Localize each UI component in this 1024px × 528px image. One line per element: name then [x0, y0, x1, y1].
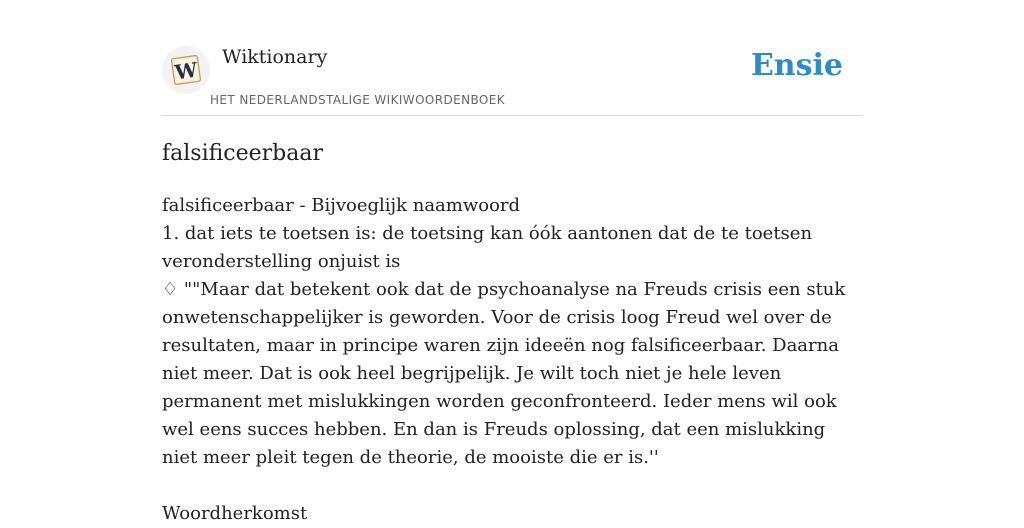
- section-heading-woordherkomst: Woordherkomst: [162, 503, 308, 524]
- dictionary-entry: [162, 192, 862, 528]
- spacer: [162, 472, 862, 500]
- logo-letter: W: [173, 57, 199, 85]
- entry-example: ♢ ""Maar dat betekent ook dat de psychoanalyse na Freuds crisis een stuk onwetenschappelijker is geworden. Voor de crisis loog Freud wel over de resultaten, maar in principe waren zijn ideeën nog falsificeerbaar. Daarna niet meer. Dat is ook heel begrijpelijk. Je wilt toch niet je hele leven permanent met mislukkingen worden geconfronteerd. Ieder mens wil ook wel eens succes hebben. En dan is Freuds oplossing, dat een mislukking niet meer pleit tegen de theorie, de mooiste die er is.'': [162, 279, 846, 468]
- site-header: [162, 0, 862, 116]
- site-name[interactable]: Wiktionary: [222, 46, 328, 68]
- entry-definition: 1. dat iets te toetsen is: de toetsing kan óók aantonen dat de te toetsen veronderstelling onjuist is: [162, 223, 813, 272]
- main-content: [162, 138, 862, 528]
- ensie-brand-link[interactable]: Ensie: [750, 48, 843, 83]
- wiktionary-logo-icon[interactable]: [162, 46, 210, 94]
- site-tagline: HET NEDERLANDSTALIGE WIKIWOORDENBOEK: [210, 93, 506, 107]
- entry-heading: falsificeerbaar - Bijvoeglijk naamwoord: [162, 195, 521, 216]
- page-title: falsificeerbaar: [162, 141, 324, 166]
